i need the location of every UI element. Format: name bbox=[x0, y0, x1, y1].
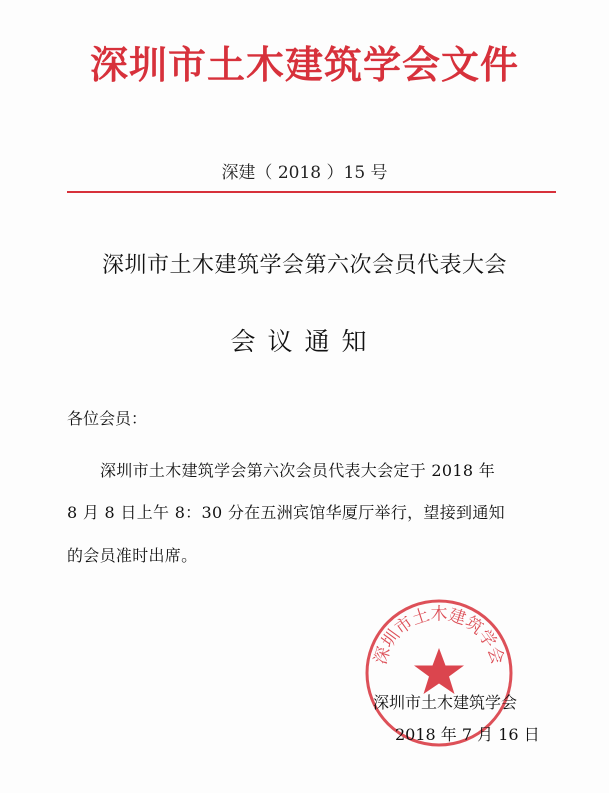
body-line-2: 8 月 8 日上午 8：30 分在五洲宾馆华厦厅举行，望接到通知 bbox=[67, 503, 505, 522]
seal-text: 深圳市土木建筑学会 bbox=[370, 604, 508, 667]
red-divider-line bbox=[67, 191, 556, 193]
body-line-1: 深圳市土木建筑学会第六次会员代表大会定于 2018 年 bbox=[100, 461, 495, 480]
document-number: 深建（ 2018 ）15 号 bbox=[221, 163, 388, 183]
signature-date: 2018 年 7 月 16 日 bbox=[395, 725, 540, 744]
body-line-3: 的会员准时出席。 bbox=[67, 546, 198, 565]
signature-organization: 深圳市土木建筑学会 bbox=[373, 693, 518, 712]
notice-title: 会议通知 bbox=[230, 327, 379, 356]
conference-title: 深圳市土木建筑学会第六次会员代表大会 bbox=[101, 253, 507, 278]
salutation: 各位会员： bbox=[67, 409, 148, 428]
document-header-title: 深圳市土木建筑学会文件 bbox=[89, 42, 519, 87]
star-icon bbox=[414, 648, 464, 694]
